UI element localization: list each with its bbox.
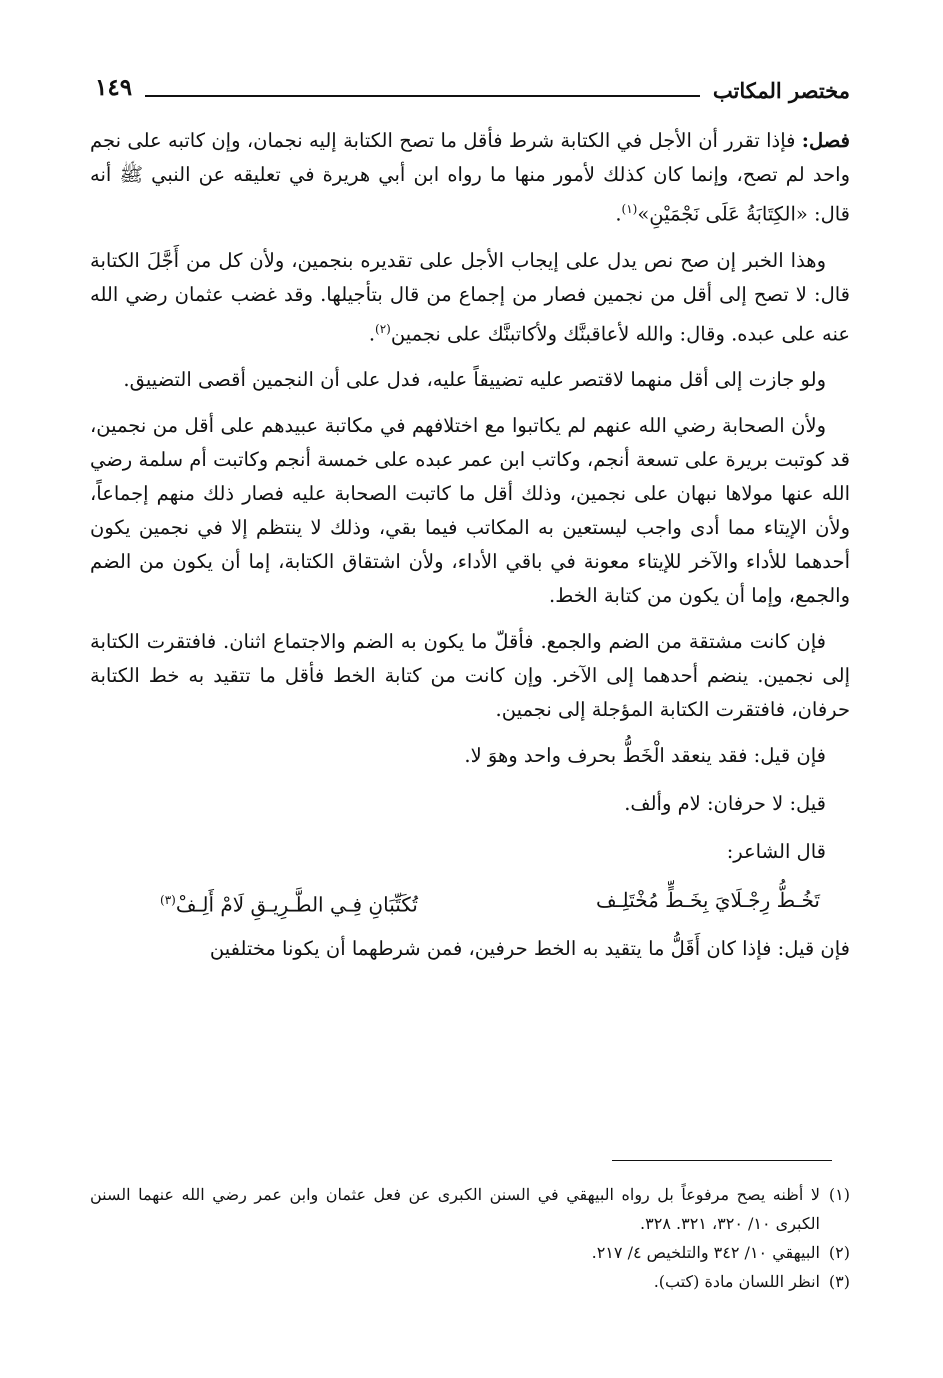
paragraph-5: فإن كانت مشتقة من الضم والجمع. فأقلّ ما يكون به الضم والاجتماع اثنان. فافتقرت الكتابة إلى نجمين. ينضم أحدهما إلى الآخر. وإن كانت من كتابة الخط فأقل ما تتقيد به خط الكتابة حرفان، فافتقرت الكتابة المؤجلة إلى نجمين.	[90, 630, 850, 721]
running-header	[95, 74, 850, 108]
paragraph-2	[90, 244, 850, 352]
footnotes	[90, 1180, 850, 1296]
footnote-2-text: البيهقي ١٠/ ٣٤٢ والتلخيص ٤/ ٢١٧.	[591, 1243, 820, 1262]
paragraph-3: ولو جازت إلى أقل منهما لاقتصر عليه تضييقاً عليه، فدل على أن النجمين أقصى التضييق.	[123, 368, 826, 391]
paragraph-2-end: .	[368, 322, 376, 345]
paragraph-9: فإن قيل: فإذا كان أَقَلُّ ما يتقيد به الخط حرفين، فمن شرطهما أن يكونا مختلفين	[209, 936, 850, 960]
paragraph-7: قيل: لا حرفان: لام وألف.	[624, 792, 826, 815]
footnote-ref-1: (١)	[621, 202, 638, 216]
footnote-ref-3: (٣)	[160, 893, 176, 907]
paragraph-2-text: وهذا الخبر إن صح نص يدل على إيجاب الأجل على تقديره بنجمين، ولأن كل من أَجَّلَ الكتابة قال: لا تصح إلى أقل من نجمين فصار من إجماع من قال بتأجيلها. وقد غضب عثمان رضي الله عنه على عبده. وقال: والله لأعاقبنَّك ولأكاتبنَّك على نجمين	[90, 248, 850, 345]
poetry-verse	[90, 883, 850, 922]
footnote-3-number: (٣)	[828, 1272, 850, 1291]
section-lead: فصل:	[801, 129, 850, 152]
footnote-2-number: (٢)	[828, 1243, 850, 1262]
page-number: ١٤٩	[95, 74, 133, 101]
paragraph-1-end: .	[615, 202, 622, 226]
header-rule	[145, 95, 700, 97]
paragraph-1-text: فإذا تقرر أن الأجل في الكتابة شرط فأقل ما تصح الكتابة إليه نجمان، وإن كاتبه على نجم واحد لم تصح، وإنما كان كذلك لأمور منها ما رواه ابن أبي هريرة في تعليقه عن النبي ﷺ أنه قال: «الكِتَابَةُ عَلَى نَجْمَيْنِ»	[90, 129, 850, 226]
verse-first-hemistich: تَخُـطُّ رِجْـلَايَ بِخَـطٍّ مُخْتَلِـف	[595, 888, 820, 912]
paragraph-6: فإن قيل: فقد ينعقد الْخَطُّ بحرف واحد وهوَ لا.	[464, 744, 826, 767]
main-text	[90, 124, 850, 978]
verse-second-text: تُكَتِّبَانِ فِـي الطَّـرِيـقِ لَامْ أَلِـفْ	[175, 892, 418, 917]
footnote-2	[90, 1238, 850, 1267]
verse-second-hemistich	[160, 883, 418, 922]
footnote-1-text: لا أظنه يصح مرفوعاً بل رواه البيهقي في السنن الكبرى عن فعل عثمان وابن عمر رضي الله عنهما السنن الكبرى ١٠/ ٣٢٠، ٣٢١. ٣٢٨.	[90, 1185, 820, 1233]
footnote-3-text: انظر اللسان مادة (كتب).	[653, 1272, 820, 1291]
running-title: مختصر المكاتب	[712, 78, 850, 103]
footnote-ref-2: (٢)	[375, 321, 391, 336]
paragraph-8: قال الشاعر:	[726, 840, 826, 863]
footnote-1-number: (١)	[828, 1185, 850, 1204]
paragraph-1	[90, 124, 850, 232]
footnote-3	[90, 1267, 850, 1296]
paragraph-4: ولأن الصحابة رضي الله عنهم لم يكاتبوا مع اختلافهم في مكاتبة عبيدهم على أقل من نجمين، قد كوتبت بريرة على تسعة أنجم، وكاتب ابن عمر عبده على خمسة أنجم وكاتبت أم سلمة رضي الله عنها مولاها نبهان على نجمين، وذلك أقل ما كاتبت الصحابة عليه فصار ذلك منهم إجماعاً، ولأن الإيتاء مما أدى واجب ليستعين به المكاتب فيما بقي، وذلك لا ينتظم إلا في نجمين يكون أحدهما للأداء والآخر للإيتاء معونة في باقي الأداء، ولأن اشتقاق الكتابة، إما أن يكون من الضم والجمع، وإما أن يكون من كتابة الخط.	[90, 414, 850, 607]
footnote-1	[90, 1180, 850, 1238]
footnote-rule	[612, 1160, 832, 1161]
